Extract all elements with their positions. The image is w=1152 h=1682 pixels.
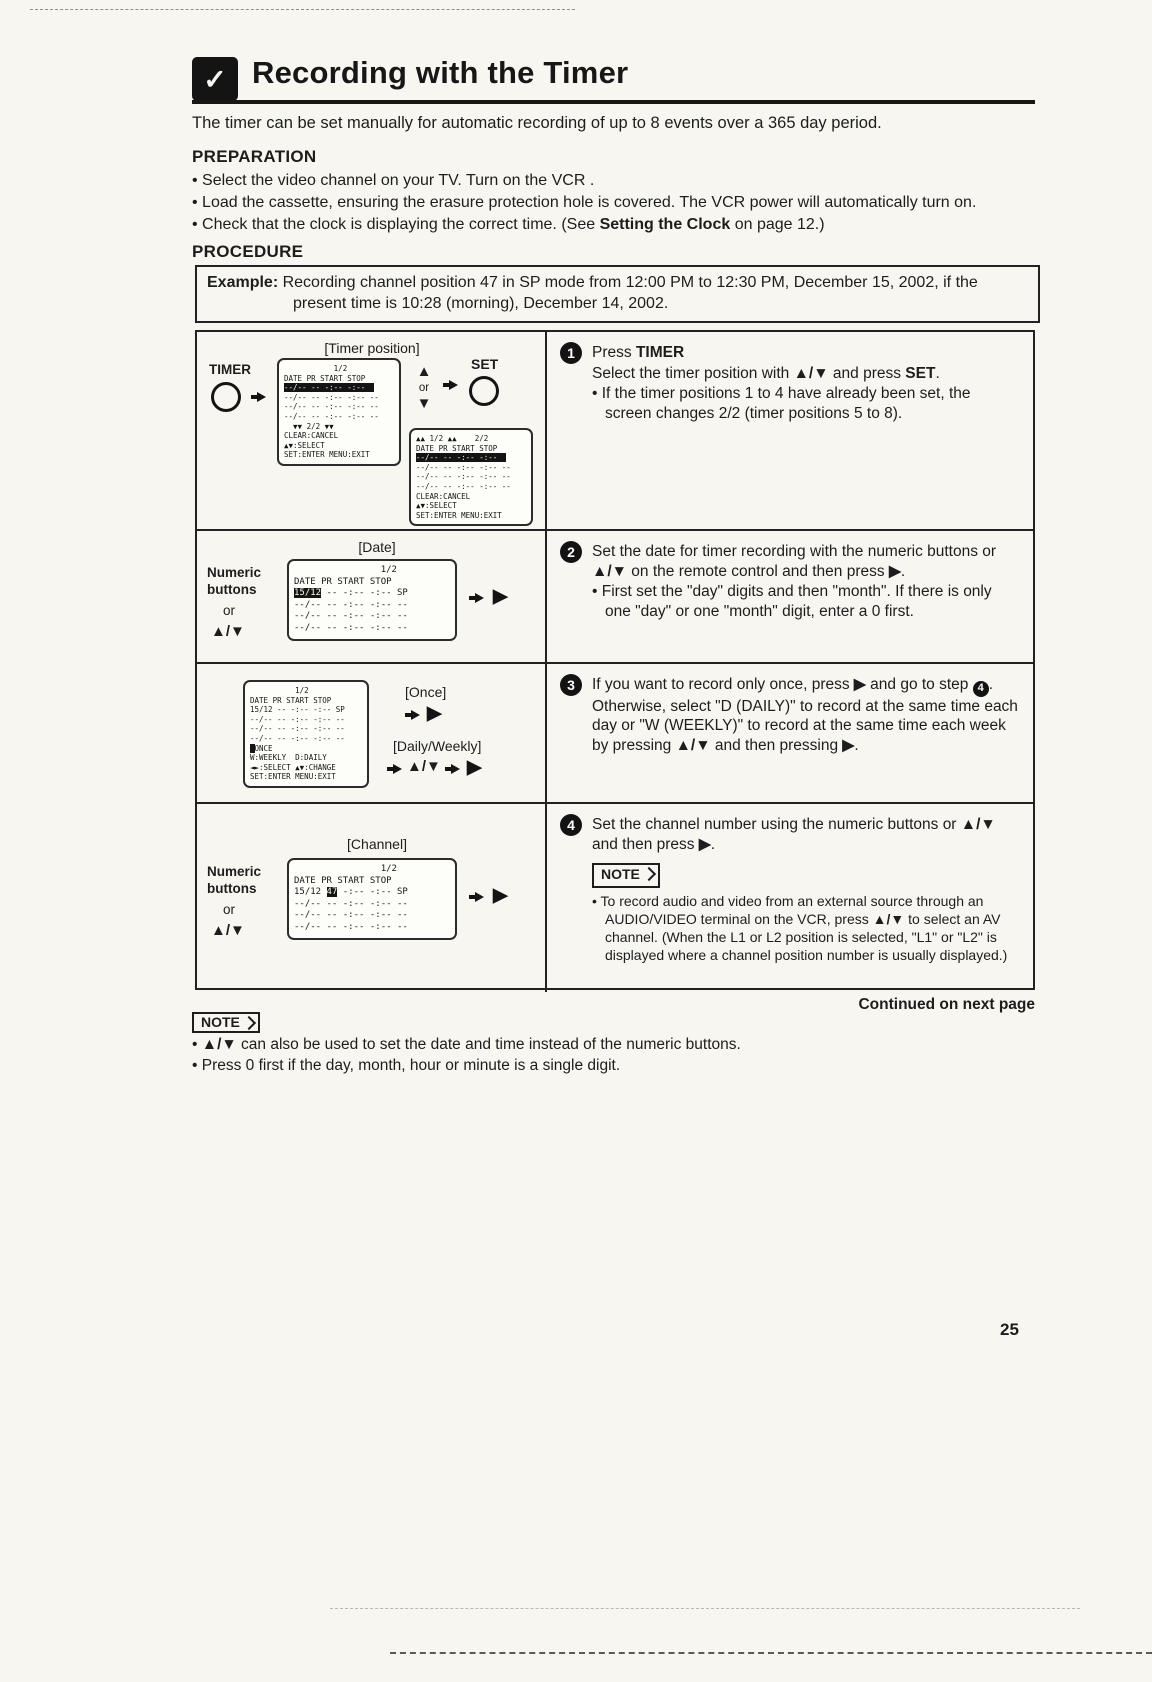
step-3-diagram (197, 664, 547, 802)
osd-screen-timer-2 (409, 428, 533, 526)
osd-line: 1/2 (250, 686, 309, 695)
step-1-title: Press TIMER (592, 344, 685, 361)
step-1-bullet: • If the timer positions 1 to 4 have already been set, the screen changes 2/2 (timer positions 5 to 8). (592, 385, 971, 422)
up-down-icon: ▲/▼ (211, 623, 245, 640)
scan-artifact-bottom-2 (390, 1652, 1152, 1654)
play-arrow-icon: ▶ (427, 703, 442, 724)
osd-line: --/-- -- -:-- -:-- -- (250, 733, 345, 743)
osd-line: --/-- -- -:-- -:-- -- (284, 392, 379, 402)
note-tag: NOTE (192, 1012, 260, 1033)
or-label: or (418, 382, 430, 394)
osd-line: SET:ENTER MENU:EXIT (416, 510, 502, 520)
preparation-bullet-1: • Select the video channel on your TV. Turn on the VCR . (192, 172, 595, 189)
osd-screen-channel (287, 858, 457, 940)
osd-line: --/-- -- -:-- -:-- -- (250, 724, 345, 734)
osd-line: 15/12 -- -:-- -:-- SP (294, 588, 408, 599)
osd-line: W:WEEKLY D:DAILY (250, 753, 327, 763)
osd-line: CLEAR:CANCEL (284, 431, 339, 441)
pointer-arrow-icon (443, 380, 458, 390)
osd-line: --/-- -- -:-- -:-- -- (416, 481, 511, 491)
procedure-step-row-1 (197, 332, 1033, 529)
step-2-line: Set the date for timer recording with the numeric buttons or ▲/▼ on the remote control and then press ▶. (592, 543, 997, 580)
osd-line: --/-- -- -:-- -:-- -- (294, 910, 408, 921)
numeric-buttons-label-2: buttons (207, 582, 257, 597)
pointer-arrow-icon (469, 593, 484, 603)
osd-line: 1/2 (294, 864, 397, 874)
osd-screen-mode (243, 680, 369, 788)
step-3-number: 3 (560, 674, 582, 696)
section-check-icon: ✓ (192, 57, 238, 101)
once-label: [Once] (405, 684, 447, 700)
osd-line: 1/2 (284, 364, 348, 373)
example-text: Example: Recording channel position 47 in SP mode from 12:00 PM to 12:30 PM, December 15, 2002, if the present time is 10:28 (morning), December 14, 2002. (207, 274, 978, 312)
up-down-icon: ▲/▼ (211, 922, 245, 939)
osd-line: ▼▼ 2/2 ▼▼ (284, 421, 334, 431)
step-4-line: Set the channel number using the numeric buttons or ▲/▼ and then press ▶. (592, 816, 996, 853)
footer-note-tag-wrap (192, 1012, 260, 1033)
footer-note-2: • Press 0 first if the day, month, hour or minute is a single digit. (192, 1057, 621, 1074)
osd-line: SET:ENTER MENU:EXIT (284, 450, 370, 460)
osd-line: --/-- -- -:-- -:-- -- (250, 714, 345, 724)
numeric-buttons-label-1: Numeric (207, 864, 262, 879)
osd-line: --/-- -- -:-- -:-- -- (416, 472, 511, 482)
daily-weekly-label: [Daily/Weekly] (393, 738, 482, 754)
timer-position-label: [Timer position] (324, 340, 420, 356)
preparation-bullet-3: • Check that the clock is displaying the correct time. (See Setting the Clock on page 12.) (192, 216, 825, 233)
osd-line: --/-- -- -:-- -:-- -- (294, 921, 408, 932)
osd-line: --/-- -- -:-- -:-- (416, 453, 507, 463)
timer-button-label: TIMER (209, 362, 251, 377)
pointer-arrow-icon (387, 764, 402, 774)
play-arrow-icon: ▶ (493, 885, 508, 906)
osd-line: SET:ENTER MENU:EXIT (250, 772, 336, 782)
osd-line: ◄►:SELECT ▲▼:CHANGE (250, 762, 336, 772)
osd-line: --/-- -- -:-- -:-- -- (294, 898, 408, 909)
osd-line: --/-- -- -:-- -:-- (284, 383, 375, 393)
step-2-diagram (197, 531, 547, 662)
scan-artifact-bottom-1 (330, 1608, 1080, 1609)
example-box (195, 265, 1040, 323)
pointer-arrow-icon (405, 710, 420, 720)
pointer-arrow-icon (445, 764, 460, 774)
step-4-instructions (547, 804, 1033, 992)
osd-line: ONCE (250, 744, 362, 754)
osd-line: --/-- -- -:-- -:-- -- (284, 411, 379, 421)
play-arrow-icon: ▶ (493, 586, 508, 607)
page-number: 25 (1000, 1320, 1019, 1339)
preparation-bullet-2: • Load the cassette, ensuring the erasure protection hole is covered. The VCR power will automatically turn on. (192, 194, 977, 211)
procedure-table (195, 330, 1035, 990)
osd-line: 15/12 -- -:-- -:-- SP (250, 705, 345, 715)
step-2-instructions (547, 531, 1033, 662)
preparation-heading: PREPARATION (192, 147, 317, 166)
step-2-number: 2 (560, 541, 582, 563)
procedure-step-row-4 (197, 802, 1033, 992)
play-arrow-icon: ▶ (467, 757, 482, 778)
osd-line: DATE PR START STOP (284, 373, 366, 383)
osd-line: CLEAR:CANCEL (416, 491, 471, 501)
step-1-number: 1 (560, 342, 582, 364)
intro-text: The timer can be set manually for automatic recording of up to 8 events over a 365 day period. (192, 114, 882, 132)
numeric-buttons-label-1: Numeric (207, 565, 262, 580)
page-title: Recording with the Timer (252, 55, 629, 90)
osd-line: DATE PR START STOP (416, 443, 498, 453)
timer-button (211, 382, 241, 412)
date-label: [Date] (358, 539, 396, 555)
osd-line: --/-- -- -:-- -:-- -- (294, 622, 408, 633)
scan-artifact-top (30, 9, 575, 10)
step-2-bullet: • First set the "day" digits and then "month". If there is only one "day" or one "month" digit, enter a 0 first. (592, 583, 992, 620)
step-1-instructions (547, 332, 1033, 529)
down-arrow-icon: ▼ (416, 395, 432, 412)
footer-note-1: • ▲/▼ can also be used to set the date and time instead of the numeric buttons. (192, 1036, 741, 1053)
osd-line: DATE PR START STOP (250, 695, 332, 705)
osd-line: --/-- -- -:-- -:-- -- (294, 611, 408, 622)
up-arrow-icon: ▲ (416, 363, 432, 380)
procedure-step-row-3 (197, 662, 1033, 802)
pointer-arrow-icon (469, 892, 484, 902)
continued-label: Continued on next page (858, 996, 1035, 1013)
osd-line: DATE PR START STOP (294, 875, 392, 886)
step-4-number: 4 (560, 814, 582, 836)
osd-line: ▲▲ 1/2 ▲▲ 2/2 (416, 434, 489, 443)
step-4-diagram (197, 804, 547, 992)
osd-line: ▲▼:SELECT (284, 440, 325, 450)
set-button-label: SET (471, 356, 499, 372)
step-1-diagram (197, 332, 547, 529)
or-label: or (223, 603, 236, 618)
procedure-heading: PROCEDURE (192, 242, 304, 261)
pointer-arrow-icon (251, 392, 266, 402)
osd-line: --/-- -- -:-- -:-- -- (416, 462, 511, 472)
channel-label: [Channel] (347, 836, 407, 852)
step-3-line: If you want to record only once, press ▶ and go to step 4 . Otherwise, select "D (DAILY)" to record at the same time each day or "W (WEEKLY)" to record at the same time each week by pressing ▲/▼ and then pressing ▶. (592, 676, 1018, 754)
step-3-instructions (547, 664, 1033, 802)
osd-line: --/-- -- -:-- -:-- -- (294, 599, 408, 610)
osd-line: DATE PR START STOP (294, 576, 392, 587)
osd-line: ▲▼:SELECT (416, 501, 457, 511)
step-4-note-bullet: • To record audio and video from an external source through an AUDIO/VIDEO terminal on the VCR, press ▲/▼ to select an AV channel. (When the L1 or L2 position is selected, "L1" or "L2" is displayed where a channel position number is usually displayed.) (592, 892, 1008, 963)
osd-screen-timer-1 (277, 358, 401, 466)
set-button (469, 376, 499, 406)
up-down-arrows (411, 364, 437, 412)
step-1-line: Select the timer position with ▲/▼ and press SET. (592, 364, 940, 382)
up-down-icon: ▲/▼ (407, 758, 441, 775)
or-label: or (223, 902, 236, 917)
note-tag: NOTE (592, 863, 660, 888)
procedure-step-row-2 (197, 529, 1033, 662)
osd-screen-date (287, 559, 457, 641)
numeric-buttons-label-2: buttons (207, 881, 257, 896)
title-rule (192, 100, 1035, 104)
osd-line: --/-- -- -:-- -:-- -- (284, 402, 379, 412)
osd-line: 1/2 (294, 565, 397, 575)
osd-line: 15/12 47 -:-- -:-- SP (294, 887, 408, 898)
